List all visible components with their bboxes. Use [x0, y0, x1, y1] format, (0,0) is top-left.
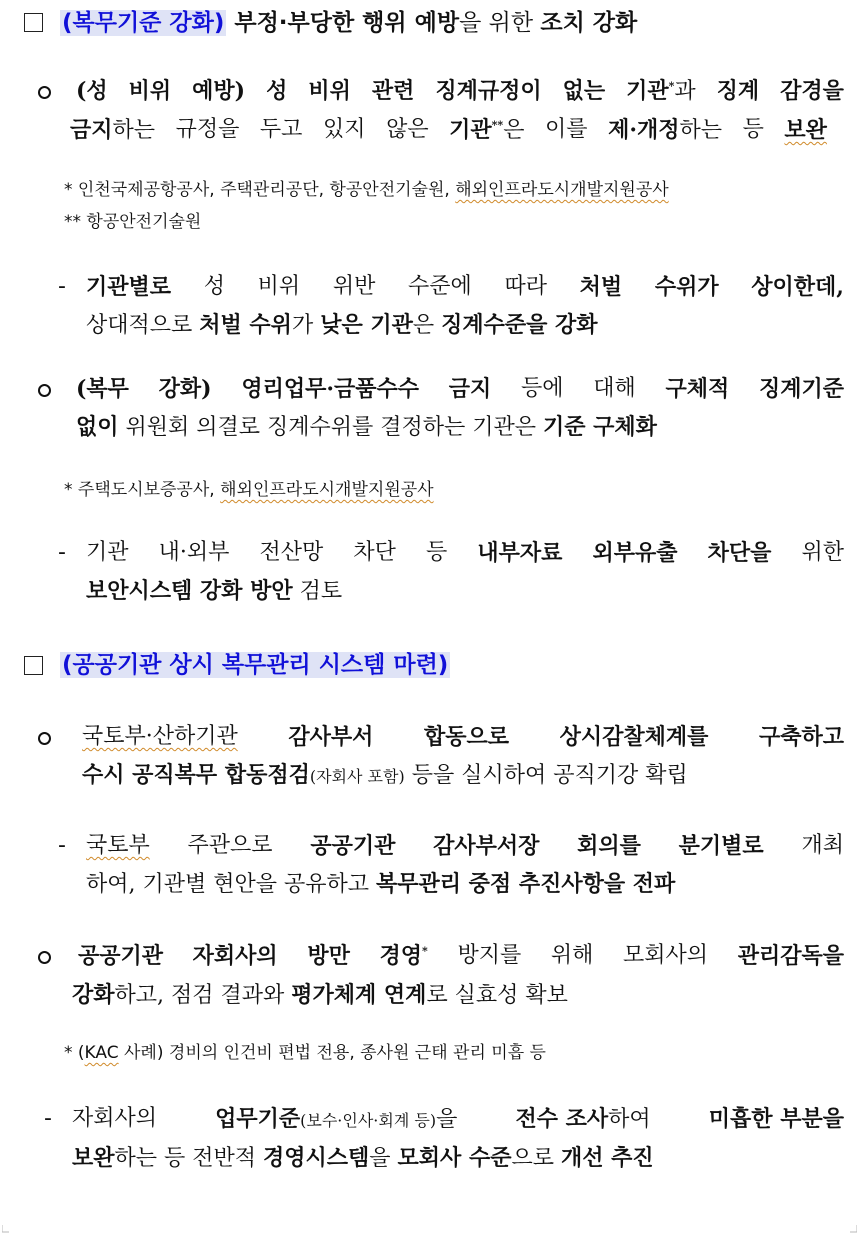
word: 감사부서 — [288, 724, 374, 750]
word: 방만 — [307, 943, 350, 969]
word: 규정을 — [175, 117, 240, 142]
checkbox-square-icon — [24, 13, 43, 32]
word: 외부유출 — [592, 540, 678, 566]
word — [626, 76, 696, 107]
page-corner-mark-left — [2, 1225, 10, 1233]
footnote-1-line-2: ** 항공안전기술원 — [64, 212, 202, 232]
paragraph-4-line-1 — [78, 941, 844, 971]
word: 구체적 — [665, 376, 730, 402]
word: 강화) — [158, 376, 212, 402]
word: 성 — [266, 78, 288, 104]
word — [260, 115, 303, 146]
word: 이를 — [545, 117, 588, 142]
word: 개최 — [801, 833, 844, 858]
paragraph-2-line-1 — [76, 374, 844, 404]
word: 회의를 — [577, 833, 641, 859]
word: 수준에 — [408, 274, 472, 299]
word: 주관으로 — [187, 833, 273, 858]
word: 공공기관 — [310, 833, 396, 859]
word — [449, 115, 524, 146]
word: 자회사의 — [192, 943, 278, 969]
paragraph-1-line-1 — [76, 76, 844, 107]
word: 등 — [425, 540, 448, 565]
word: 합동으로 — [423, 724, 509, 750]
dash-item-2-line-2: 보안시스템 강화 방안 검토 — [86, 578, 343, 604]
word: 따라 — [504, 274, 547, 299]
word: 전산망 — [259, 540, 324, 565]
word — [192, 76, 245, 107]
word — [780, 76, 844, 107]
circle-bullet-icon — [38, 732, 51, 745]
circle-bullet-icon — [38, 384, 51, 397]
word: 징계기준 — [758, 376, 844, 402]
word: 분기별로 — [678, 833, 764, 859]
word — [323, 115, 366, 146]
word: 징계규정이 — [435, 78, 542, 104]
word: 제·개정 — [608, 117, 680, 143]
word: 기관별로 — [86, 274, 172, 300]
word: 차단을 — [707, 540, 772, 566]
paragraph-1-line-2 — [70, 115, 827, 146]
word: 상시감찰체계를 — [559, 724, 709, 750]
dash-item-1-line-1 — [86, 272, 844, 302]
dash-item-4-line-2: 보완하는 등 전반적 경영시스템을 모회사 수준으로 개선 추진 — [72, 1145, 654, 1171]
section-heading-1-tag: (복무기준 강화) — [62, 10, 225, 36]
word: 하는 — [679, 118, 723, 143]
word: 차단 — [353, 540, 396, 565]
circle-bullet-icon — [38, 86, 51, 99]
section-heading-2 — [60, 650, 450, 680]
dash-item-2-line-1 — [86, 538, 844, 568]
section-heading-1: (복무기준 강화) 부정·부당한 행위 예방을 위한 조치 강화 — [62, 10, 638, 36]
word: 등 — [742, 117, 764, 142]
section-heading-2-tag: (공공기관 상시 복무관리 시스템 마련) — [62, 652, 449, 678]
word: 두고 — [259, 117, 303, 142]
word — [129, 76, 172, 107]
word: 않은 — [386, 117, 429, 142]
word: 수위가 — [654, 274, 719, 300]
circle-bullet-icon — [38, 951, 51, 964]
word: 국토부 — [86, 833, 150, 858]
word: 없는 — [562, 78, 606, 104]
word: 위반 — [332, 274, 376, 299]
word: 감경을 — [780, 78, 844, 104]
word — [76, 76, 108, 107]
word: 내부자료 — [477, 540, 563, 566]
word — [563, 76, 606, 107]
word: 비위 — [128, 78, 172, 104]
word: 은 — [503, 118, 525, 143]
word — [386, 115, 429, 146]
word: (복무 — [76, 376, 129, 402]
word: 비위 — [308, 78, 351, 104]
dash-item-3-line-2: 하여, 기관별 현안을 공유하고 복무관리 중점 추진사항을 전파 — [86, 871, 676, 897]
paragraph-3-line-2: 수시 공직복무 합동점검(자회사 포함) 등을 실시하여 공직기강 확립 — [82, 762, 688, 788]
paragraph-3-line-1 — [82, 722, 844, 752]
word: 감사부서장 — [433, 833, 540, 859]
word: 기관 — [86, 540, 129, 565]
word — [435, 76, 541, 107]
word: 있지 — [323, 117, 366, 142]
dash-item-3-line-1 — [86, 831, 844, 861]
dash-item-1-line-2: 상대적으로 처벌 수위가 낮은 기관은 징계수준을 강화 — [86, 312, 598, 338]
word: 영리업무·금품수수 — [241, 376, 419, 402]
word: 비위 — [257, 274, 301, 299]
word: 성 — [203, 274, 225, 299]
word: 징계 — [716, 78, 760, 104]
word: 모회사의 — [623, 943, 709, 968]
footnote-marker: * — [668, 79, 675, 93]
word: 과 — [674, 79, 696, 104]
dash-bullet: - — [58, 274, 66, 299]
word: 처벌 — [579, 274, 623, 300]
word: 관리감독을 — [737, 943, 844, 969]
footnote-1-line-1: * 인천국제공항공사, 주택관리공단, 항공안전기술원, 해외인프라도시개발지원공사 — [64, 180, 669, 200]
dash-bullet: - — [44, 1106, 52, 1131]
word: 예방) — [192, 78, 246, 104]
footnote-marker: ** — [491, 118, 504, 132]
word: 공공기관 — [78, 943, 164, 969]
paragraph-4-line-2: 강화하고, 점검 결과와 평가체계 연계로 실효성 확보 — [72, 982, 568, 1008]
dash-bullet: - — [58, 833, 66, 858]
word — [70, 115, 155, 146]
word — [717, 76, 760, 107]
footnote-marker: * — [422, 944, 428, 958]
footnote-3: * (KAC 사례) 경비의 인건비 편법 전용, 종사원 근태 관리 미흡 등 — [64, 1043, 546, 1063]
word: 구축하고 — [758, 724, 844, 750]
page-corner-mark-right — [849, 1225, 857, 1233]
word: 금지 — [70, 117, 113, 143]
word: 방지를 — [457, 943, 522, 968]
word: 보완 — [784, 117, 827, 143]
word — [308, 76, 351, 107]
footnote-2: * 주택도시보증공사, 해외인프라도시개발지원공사 — [64, 480, 434, 500]
checkbox-square-icon — [24, 656, 43, 675]
dash-item-4-line-1: 자회사의 업무기준(보수·인사·회계 등)을 전수 조사하여 미흡한 부분을 — [72, 1106, 844, 1132]
word: (성 — [76, 78, 108, 104]
word — [608, 115, 722, 146]
word — [545, 115, 588, 146]
dash-bullet: - — [58, 540, 66, 565]
word — [743, 115, 764, 146]
word: 금지 — [448, 376, 492, 402]
word: 기관 — [626, 78, 669, 104]
word — [176, 115, 240, 146]
word: 대해 — [593, 376, 636, 401]
word: 관련 — [371, 78, 415, 104]
word: 위한 — [801, 540, 844, 565]
word: 위해 — [550, 943, 594, 968]
word: 내·외부 — [158, 540, 230, 565]
word — [372, 76, 415, 107]
paragraph-2-line-2: 없이 위원회 의결로 징계수위를 결정하는 기관은 기준 구체화 — [76, 414, 657, 440]
word: 경영* — [379, 943, 428, 969]
word — [266, 76, 287, 107]
word: 하는 — [112, 118, 156, 143]
word: 상이한데, — [751, 274, 844, 300]
word: 기관 — [449, 117, 492, 143]
word: 등에 — [520, 376, 564, 401]
word — [784, 115, 827, 146]
word: 국토부·산하기관 — [82, 724, 238, 749]
